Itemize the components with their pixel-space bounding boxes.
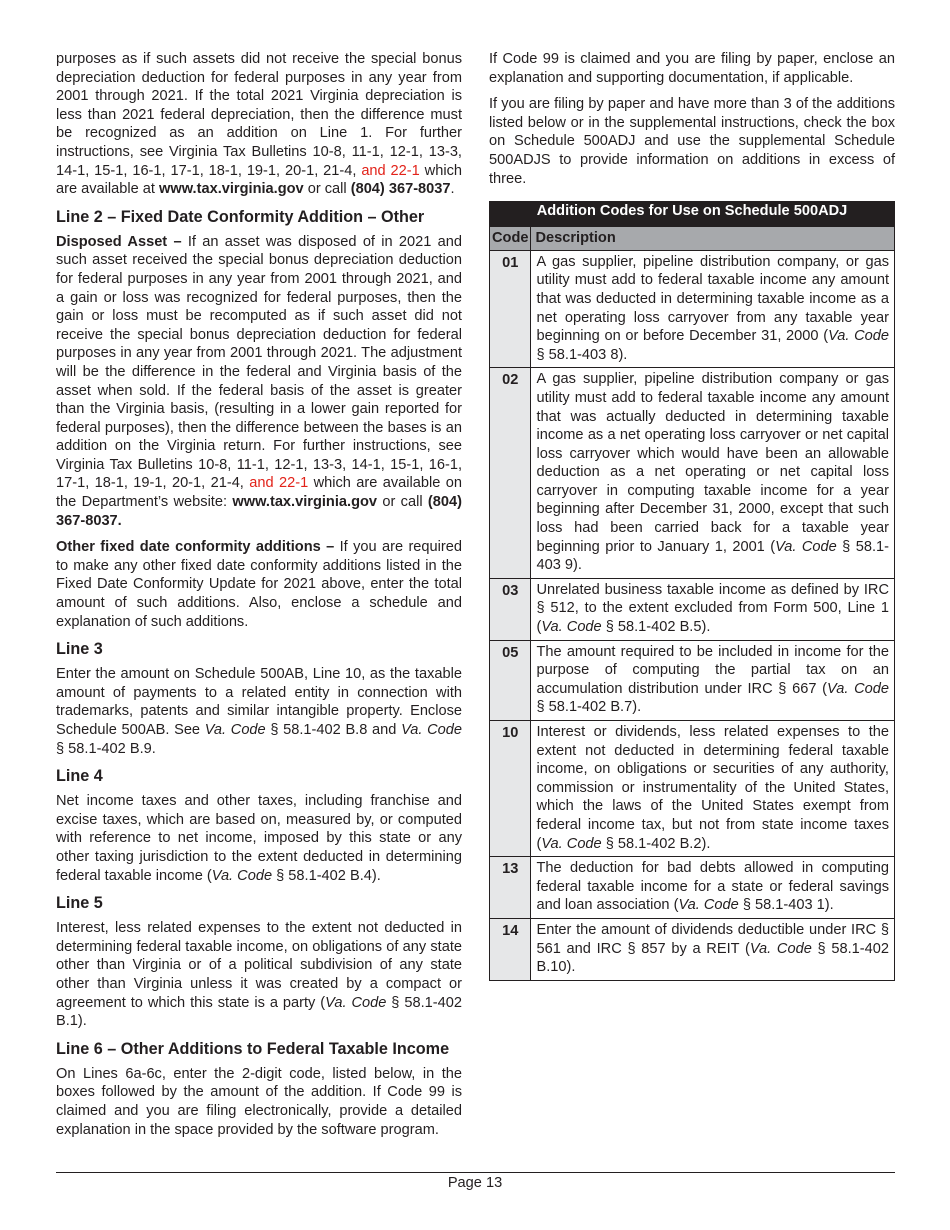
table-row (490, 250, 895, 368)
column-header-code: Code (490, 227, 531, 251)
row-code: 14 (490, 918, 531, 980)
code99-paragraph: If Code 99 is claimed and you are filing by paper, enclose an explanation and supporting documentation, if applicable. (489, 51, 895, 86)
right-column (489, 50, 895, 981)
row-code: 13 (490, 857, 531, 919)
footer-divider (56, 1172, 895, 1173)
website-url: www.tax.virginia.gov (232, 494, 378, 511)
row-description: The deduction for bad debts allowed in computing federal taxable income for a state or federal savings and loan association (Va. Code § 58.1-403 1). (531, 857, 895, 919)
line5-heading: Line 5 (56, 894, 103, 913)
row-code: 05 (490, 640, 531, 720)
paper-filing-paragraph: If you are filing by paper and have more than 3 of the additions listed below or in the supplemental instructions, check the box on Schedule 500ADJ and use the supplemental Schedule 500ADJS to provide information on additions in excess of three. (489, 96, 895, 187)
table-title: Addition Codes for Use on Schedule 500ADJ (490, 202, 895, 227)
line4-paragraph: Net income taxes and other taxes, including franchise and excise taxes, which are based on, measured by, or computed with reference to net income, imposed by this state or any other taxing jurisdiction to the extent deducted in determining federal taxable income (Va. Code § 58.1-402 B.4). (56, 793, 462, 884)
row-description: Enter the amount of dividends deductible under IRC § 561 and IRC § 857 by a REIT (Va. Code § 58.1-402 B.10). (531, 918, 895, 980)
line3-heading: Line 3 (56, 640, 103, 659)
row-description: Unrelated business taxable income as defined by IRC § 512, to the extent excluded from Form 500, Line 1 (Va. Code § 58.1-402 B.5). (531, 578, 895, 640)
row-description: The amount required to be included in income for the purpose of computing the partial tax on an accumulation distribution under IRC § 667 (Va. Code § 58.1-402 B.7). (531, 640, 895, 720)
line6-paragraph: On Lines 6a-6c, enter the 2-digit code, listed below, in the boxes followed by the amount of the addition. If Code 99 is claimed and you are filing electronically, provide a detailed explanation in the space provided by the software program. (56, 1065, 462, 1138)
row-description: Interest or dividends, less related expenses to the extent not deducted in determining federal taxable income, on obligations or securities of any authority, commission or instrumentality of the United States, which the laws of the United States exempt from federal income tax, but not from state income taxes (Va. Code § 58.1-402 B.2). (531, 721, 895, 857)
website-url: www.tax.virginia.gov (159, 181, 304, 198)
disposed-asset-paragraph: Disposed Asset – If an asset was disposed of in 2021 and such asset received the special bonus depreciation deduction for federal purposes in any year from 2001 through 2021, and a gain or loss was recognized for federal purposes, then the gain or loss must be recomputed as if such asset did not receive the special bonus depreciation deduction for federal purposes in any year from 2001 through 2021. The adjustment will be the difference in the federal and Virginia basis of the asset when sold. If the federal basis of the asset is greater than the Virginia basis, (resulting in a lower gain reported for federal purposes), then the difference between the bases is an addition on the Virginia return. For further instructions, see Virginia Tax Bulletins 10-8, 11-1, 12-1, 13-3, 14-1, 15-1, 16-1, 17-1, 18-1, 19-1, 20-1, 21-4, and 22-1 which are available on the Department’s website: www.tax.virginia.gov or call (804) 367-8037. (56, 233, 462, 529)
page-number: Page 13 (447, 1175, 503, 1191)
other-fixed-date-paragraph: Other fixed date conformity additions – If you are required to make any other fixed date conformity additions listed in the Fixed Date Conformity Update for 2021 above, enter the total amount of such additions. Also, enclose a schedule and explanation of such additions. (56, 539, 462, 630)
row-code: 10 (490, 721, 531, 857)
phone-number: (804) 367-8037. (56, 494, 462, 529)
table-row (490, 857, 895, 919)
line2-heading: Line 2 – Fixed Date Conformity Addition – Other (56, 207, 425, 226)
line3-paragraph: Enter the amount on Schedule 500AB, Line 10, as the taxable amount of payments to a related entity in connection with trademarks, patents and similar intangible property. Enclose Schedule 500AB. See Va. Code § 58.1-402 B.8 and Va. Code § 58.1-402 B.9. (56, 666, 462, 757)
table-row (490, 578, 895, 640)
column-header-description: Description (531, 227, 895, 251)
intro-paragraph: purposes as if such assets did not receive the special bonus depreciation deduction for federal purposes in any year from 2001 through 2021. If the total 2021 Virginia depreciation is less than 2021 federal depreciation, then the difference must be recognized as an addition on Line 1. For further instructions, see Virginia Tax Bulletins 10-8, 11-1, 12-1, 13-3, 14-1, 15-1, 16-1, 17-1, 18-1, 19-1, 20-1, 21-4, and 22-1 which are available at www.tax.virginia.gov or call (804) 367-8037. (56, 51, 462, 198)
addition-codes-table (489, 201, 895, 981)
line5-paragraph: Interest, less related expenses to the extent not deducted in determining federal taxable income, on obligations of any state other than Virginia or of a political subdivision of any state other than Virginia unless it was created by a compact or agreement to which this state is a party (Va. Code § 58.1-402 B.1). (56, 920, 462, 1030)
phone-number: (804) 367-8037 (350, 181, 451, 198)
table-row (490, 918, 895, 980)
row-description: A gas supplier, pipeline distribution company, or gas utility must add to federal taxable income any amount that was deducted in determining taxable income as a net operating loss carryover from any taxable year beginning on or before December 31, 2000 (Va. Code § 58.1-403 8). (531, 250, 895, 368)
new-bulletin-ref: and 22-1 (249, 475, 309, 492)
row-code: 02 (490, 368, 531, 579)
line4-heading: Line 4 (56, 767, 103, 786)
new-bulletin-ref: and 22-1 (361, 162, 420, 179)
table-row (490, 640, 895, 720)
line6-heading: Line 6 – Other Additions to Federal Taxable Income (56, 1039, 450, 1058)
row-code: 01 (490, 250, 531, 368)
table-row (490, 721, 895, 857)
row-code: 03 (490, 578, 531, 640)
table-row (490, 368, 895, 579)
row-description: A gas supplier, pipeline distribution company or gas utility must add to federal taxable income any amount that was actually deducted in determining taxable income as a net operating loss carryover or net capital loss carryover which would have been an allowable deduction as a net operating or net capital loss carryover in computing taxable income for a year beginning after December 31, 2000, except that such loss had been carried back for a taxable year beginning prior to January 1, 2001 (Va. Code § 58.1-403 9). (531, 368, 895, 579)
left-column (56, 50, 462, 1147)
